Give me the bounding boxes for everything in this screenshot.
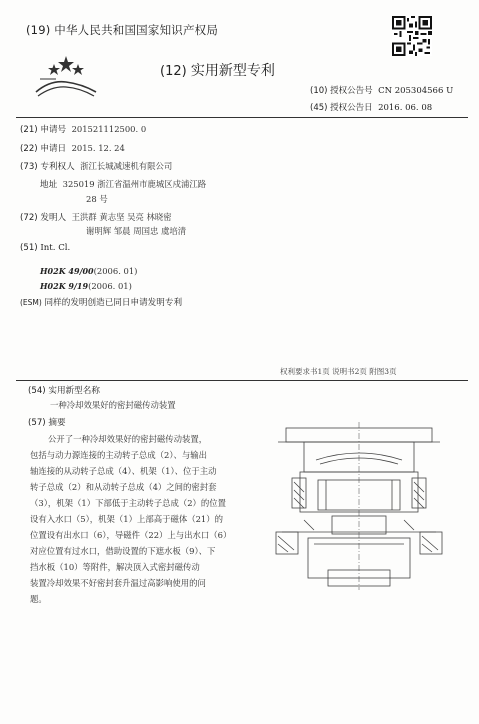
application-number: (21) 申请号 201521112500. 0 (20, 124, 147, 135)
issuing-office: (19) 中华人民共和国国家知识产权局 (26, 23, 219, 37)
abstract-line: 位置设有出水口（6），导磁件（22）上与出水口（6） (30, 530, 232, 540)
abstract-line: 对应位置有过水口，借助设置的下遮水板（9）、下 (30, 546, 216, 556)
qr-code-icon (392, 16, 432, 56)
side-publication-number (4, 590, 16, 720)
header-divider (16, 117, 468, 118)
document-type: (12) 实用新型专利 (160, 63, 275, 79)
page-counts: 权利要求书1页 说明书2页 附图3页 (280, 367, 397, 376)
representative-drawing (274, 420, 444, 592)
patentee-address: 地址 325019 浙江省温州市鹿城区戍浦江路 (40, 179, 207, 190)
abstract-line: （3），机架（1）下部低于主动转子总成（2）的位置 (30, 498, 227, 508)
abstract-heading: (57) 摘要 (28, 418, 66, 428)
patentee: (73) 专利权人 浙江长城减速机有限公司 (20, 161, 173, 172)
utility-model-title-heading: (54) 实用新型名称 (28, 386, 100, 396)
abstract-divider (16, 380, 468, 381)
abstract-line: 转子总成（2）和从动转子总成（4）之间的密封套 (30, 482, 217, 492)
abstract-line: 轴连接的从动转子总成（4）、机架（1）、位于主动 (30, 466, 217, 476)
ipc-class-1: H02K 49/00(2006. 01) (40, 266, 138, 276)
patentee-address-line2: 28 号 (86, 194, 108, 204)
int-cl-heading: (51) Int. Cl. (20, 243, 71, 253)
inventors: (72) 发明人 王洪群 黄志坚 吴亮 林晓密 (20, 212, 172, 223)
abstract-line: 题。 (30, 594, 47, 604)
inventors-line2: 谢明辉 邹晨 周国忠 虞培清 (86, 226, 187, 236)
utility-model-title: 一种冷却效果好的密封磁传动装置 (50, 400, 176, 410)
abstract-line: 公开了一种冷却效果好的密封磁传动装置， (48, 434, 208, 444)
publication-date: (45) 授权公告日 2016. 06. 08 (310, 103, 433, 113)
ipc-class-2: H02K 9/19(2006. 01) (40, 281, 132, 291)
abstract-line: 包括与动力源连接的主动转子总成（2）、与输出 (30, 450, 208, 460)
filing-date: (22) 申请日 2015. 12. 24 (20, 143, 125, 154)
publication-number: (10) 授权公告号 CN 205304566 U (310, 86, 454, 96)
cnipa-logo-icon (30, 52, 102, 98)
abstract-line: 挡水板（10）等附件，解决顶入式密封磁传动 (30, 562, 200, 572)
abstract-line: 设有入水口（5），机架（1）上部高于磁体（21）的 (30, 514, 223, 524)
esm-note: (ESM) 同样的发明创造已同日申请发明专利 (20, 298, 183, 308)
abstract-line: 装置冷却效果不好密封套升温过高影响使用的问 (30, 578, 206, 588)
